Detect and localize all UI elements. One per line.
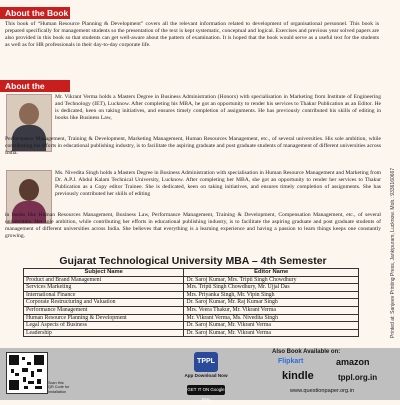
printer-info xyxy=(386,26,394,338)
qr-code-icon[interactable] xyxy=(6,352,48,394)
website-url[interactable]: www.questionpaper.org.in xyxy=(290,388,355,394)
editor-cell: Dr. Saroj Kumar, Mr. Vikrant Verma xyxy=(184,329,359,337)
editor1-bio-top: Mr. Vikrant Verma holds a Masters Degree in Business Administration (Honors) with specialisation in Marketing from Institute of Engineering and Technology (IET), Lucknow. After completing his MBA, he got an opportunity to render his services to Thakur Publication as an Editor. He is dedicated, keen on taking initiatives, and ensures timely completion of assignments. He has previously contributed his skills of editing in books like Business Law, xyxy=(55,94,381,121)
subject-cell: Product and Brand Management xyxy=(24,276,184,284)
subject-cell: Performance Management xyxy=(24,306,184,314)
subject-cell: Human Resource Planning & Development xyxy=(24,314,184,322)
subject-editor-table xyxy=(23,268,359,337)
editor-cell: Dr. Saroj Kumar, Mrs. Tripti Singh Chowdhury xyxy=(184,276,359,284)
flipkart-link[interactable]: Flipkart xyxy=(278,358,304,365)
table-header: Subject Name xyxy=(24,269,184,277)
about-book-heading: About the Book xyxy=(0,7,70,19)
editor-cell: Mrs. Veera Thakur, Mr. Vikrant Verma xyxy=(184,306,359,314)
kindle-link[interactable]: kindle xyxy=(282,370,314,382)
available-on-label: Also Book Available on: xyxy=(272,349,341,355)
editor2-bio-top: Ms. Nivedita Singh holds a Masters Degree in Business Administration with specialisation in Human Resource Management and Marketing from Dr. A.P.J. Abdul Kalam Technical University, Lucknow. After completing her MBA, she got an opportunity to render her services to Thakur Publication as a Copy editor Trainee. She is dedicated, keen on taking initiatives, and ensures timely completion of assignments. She has previously contributed her skills of editing xyxy=(55,170,381,197)
table-row xyxy=(24,276,359,284)
editor-cell: Dr. Saroj Kumar, Mr. Raj Kumar Singh xyxy=(184,299,359,307)
editor2-bio-bottom: in books like Human Resources Management, Business Law, Performance Management, Training & Development, Compensation Management, etc., of several universities. Her sole ambition, while contributing her efforts in educational publishing industry, is to facilitate the aspiring graduate and post graduate students of management of different universities across India. She believes that everything is a learning experience and having a passion to learn things keeps one constantly growing. xyxy=(5,212,381,239)
google-play-button[interactable]: GET IT ON Google Play xyxy=(187,387,225,402)
table-row xyxy=(24,329,359,337)
about-book-text: This book of “Human Resource Planning & Development” covers all the relevant information related to development of organisational personnel. This book is prepared specifically for management students so the presentation of the text is kept systematic, conceptual and logical. Exercises and previous year solved papers are also provided in this book so that students can get well-aware about the pattern of examination. It is hoped that the book would serve as a useful text for the students as well as for HR professionals in their day-to-day corporate life. xyxy=(5,21,379,48)
subject-cell: Corporate Restructuring and Valuation xyxy=(24,299,184,307)
subject-cell: International Finance xyxy=(24,291,184,299)
subject-cell: Leadership xyxy=(24,329,184,337)
qr-caption: Scan this QR Code for Installation xyxy=(48,381,70,394)
subject-cell: Services Marketing xyxy=(24,284,184,292)
table-row xyxy=(24,284,359,292)
tppl-site-link[interactable]: tppl.org.in xyxy=(338,373,378,382)
table-row xyxy=(24,314,359,322)
app-download-label: App Download Now xyxy=(184,373,228,378)
table-row xyxy=(24,306,359,314)
table-row xyxy=(24,291,359,299)
subject-cell: Legal Aspects of Business xyxy=(24,322,184,330)
table-header: Editor Name xyxy=(184,269,359,277)
editor-cell: Mrs. Tripti Singh Chowdhury, Mr. Ujjal Das xyxy=(184,284,359,292)
editor-cell: Mrs. Priyanka Singh, Mr. Vipin Singh xyxy=(184,291,359,299)
editor1-bio-bottom: Performance Management, Training & Development, Marketing Management, Human Resources Management, etc., of several universities. His sole ambition, while contributing his efforts in educational publishing industry, is to facilitate the aspiring graduate and post graduate students of management of different universities across India. xyxy=(5,136,381,156)
table-title: Gujarat Technological University MBA – 4th Semester xyxy=(59,255,327,267)
amazon-link[interactable]: amazon xyxy=(336,357,370,367)
tppl-logo: TPPL xyxy=(194,352,218,372)
printer-info-text: Printed at: Sanjeev Printing Press, Jankipuram, Lucknow. Mob.: 9336160667 xyxy=(390,167,396,338)
about-editor-heading: About the xyxy=(0,80,70,92)
tppl-app-promo xyxy=(184,352,228,402)
editor-cell: Dr. Saroj Kumar, Mr. Vikrant Verma xyxy=(184,322,359,330)
table-row xyxy=(24,322,359,330)
table-row xyxy=(24,299,359,307)
editor-cell: Mr. Vikrant Verma, Ms. Nivedita Singh xyxy=(184,314,359,322)
